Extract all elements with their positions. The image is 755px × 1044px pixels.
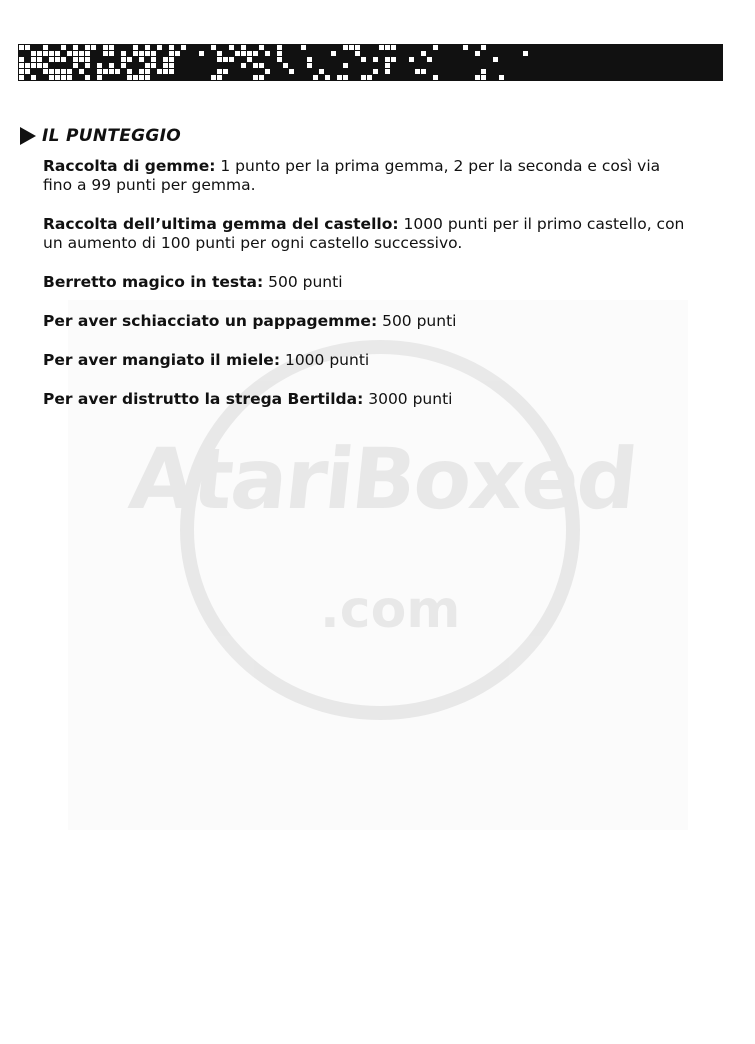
pixel-dot: [385, 45, 390, 50]
pixel-dot: [265, 51, 270, 56]
pixel-dot: [139, 69, 144, 74]
pixel-dot: [373, 69, 378, 74]
pixel-dot: [73, 57, 78, 62]
pixel-dot: [361, 57, 366, 62]
pixel-dot: [43, 63, 48, 68]
pixel-dot: [97, 69, 102, 74]
pixel-dot: [43, 45, 48, 50]
pixel-dot: [283, 63, 288, 68]
pixel-dot: [415, 69, 420, 74]
pixel-dot: [211, 75, 216, 80]
pixel-dot: [145, 69, 150, 74]
pixel-dot: [73, 51, 78, 56]
pixel-dot: [475, 75, 480, 80]
pixel-dot: [391, 45, 396, 50]
score-item-text: 1000 punti per il primo castello, con un aumento di 100 punti per ogni castello successivo.: [43, 215, 685, 252]
pixel-dot: [325, 75, 330, 80]
pixel-dot: [343, 63, 348, 68]
pixel-dot: [127, 75, 132, 80]
score-item-label: Per aver schiacciato un pappagemme:: [43, 312, 378, 330]
pixel-dot: [373, 57, 378, 62]
pixel-dot: [73, 45, 78, 50]
pixel-dot: [229, 57, 234, 62]
pixel-dot: [55, 75, 60, 80]
pixel-pattern-graphic: [18, 44, 723, 81]
section-title-text: IL PUNTEGGIO: [42, 126, 182, 146]
pixel-dot: [61, 75, 66, 80]
pixel-dot: [247, 57, 252, 62]
section-title: [20, 126, 181, 146]
pixel-dot: [91, 45, 96, 50]
pixel-dot: [133, 51, 138, 56]
score-item-label: Per aver distrutto la strega Bertilda:: [43, 390, 364, 408]
pixel-dot: [31, 63, 36, 68]
pixel-dot: [145, 45, 150, 50]
pixel-dot: [169, 45, 174, 50]
pixel-dot: [85, 45, 90, 50]
pixel-dot: [169, 69, 174, 74]
pixel-dot: [343, 45, 348, 50]
pixel-dot: [97, 63, 102, 68]
pixel-dot: [163, 57, 168, 62]
pixel-dot: [19, 69, 24, 74]
pixel-dot: [313, 75, 318, 80]
pixel-dot: [79, 51, 84, 56]
pixel-dot: [61, 57, 66, 62]
pixel-dot: [253, 75, 258, 80]
pixel-dot: [253, 51, 258, 56]
pixel-dot: [61, 69, 66, 74]
pixel-dot: [217, 69, 222, 74]
pixel-dot: [67, 69, 72, 74]
pixel-dot: [355, 51, 360, 56]
pixel-dot: [85, 63, 90, 68]
pixel-dot: [61, 45, 66, 50]
pixel-dot: [241, 63, 246, 68]
pixel-dot: [139, 51, 144, 56]
score-item: [43, 215, 693, 253]
pixel-dot: [241, 45, 246, 50]
score-item: [43, 157, 693, 195]
pixel-dot: [169, 63, 174, 68]
score-item-text: 500 punti: [377, 312, 457, 330]
pixel-dot: [391, 57, 396, 62]
pixel-dot: [31, 75, 36, 80]
score-item-text: 1 punto per la prima gemma, 2 per la seconda e così via fino a 99 punti per gemma.: [43, 157, 661, 194]
pixel-dot: [343, 75, 348, 80]
pixel-dot: [31, 51, 36, 56]
pixel-dot: [463, 45, 468, 50]
pixel-dot: [139, 57, 144, 62]
score-item-text: 3000 punti: [363, 390, 453, 408]
pixel-dot: [481, 75, 486, 80]
pixel-dot: [67, 75, 72, 80]
score-item: [43, 351, 693, 370]
pixel-dot: [421, 69, 426, 74]
pixel-dot: [19, 75, 24, 80]
pixel-dot: [379, 45, 384, 50]
pixel-dot: [37, 57, 42, 62]
pixel-dot: [121, 63, 126, 68]
pixel-dot: [307, 57, 312, 62]
score-item-text: 500 punti: [263, 273, 343, 291]
pixel-dot: [163, 63, 168, 68]
pixel-dot: [217, 57, 222, 62]
pixel-dot: [331, 51, 336, 56]
pixel-dot: [43, 51, 48, 56]
pixel-dot: [121, 57, 126, 62]
pixel-dot: [67, 51, 72, 56]
pixel-dot: [49, 75, 54, 80]
pixel-dot: [217, 75, 222, 80]
score-item: [43, 312, 693, 331]
pixel-dot: [409, 57, 414, 62]
pixel-dot: [493, 57, 498, 62]
pixel-dot: [85, 75, 90, 80]
pixel-dot: [103, 45, 108, 50]
pixel-dot: [31, 57, 36, 62]
pixel-dot: [385, 69, 390, 74]
pixel-dot: [157, 69, 162, 74]
pixel-dot: [103, 51, 108, 56]
pixel-dot: [421, 51, 426, 56]
pixel-dot: [361, 75, 366, 80]
pixel-dot: [319, 69, 324, 74]
score-item-text: 1000 punti: [280, 351, 370, 369]
pixel-dot: [25, 69, 30, 74]
pixel-dot: [55, 51, 60, 56]
pixel-dot: [109, 69, 114, 74]
pixel-dot: [145, 75, 150, 80]
pixel-dot: [37, 51, 42, 56]
pixel-dot: [223, 57, 228, 62]
pixel-dot: [349, 45, 354, 50]
pixel-dot: [433, 45, 438, 50]
pixel-dot: [259, 63, 264, 68]
pixel-dot: [301, 45, 306, 50]
pixel-dot: [367, 75, 372, 80]
pixel-dot: [355, 45, 360, 50]
right-triangle-icon: [20, 127, 36, 145]
pixel-dot: [211, 45, 216, 50]
pixel-dot: [481, 69, 486, 74]
pixel-dot: [25, 45, 30, 50]
pixel-dot: [523, 51, 528, 56]
pixel-dot: [43, 69, 48, 74]
pixel-dot: [163, 69, 168, 74]
pixel-dot: [229, 45, 234, 50]
score-item: [43, 273, 693, 292]
pixel-dot: [49, 51, 54, 56]
pixel-dot: [139, 75, 144, 80]
pixel-dot: [145, 51, 150, 56]
pixel-dot: [37, 63, 42, 68]
pixel-dot: [385, 57, 390, 62]
pixel-dot: [427, 57, 432, 62]
pixel-dot: [277, 45, 282, 50]
score-item-label: Raccolta di gemme:: [43, 157, 216, 175]
pixel-dot: [175, 51, 180, 56]
pixel-dot: [109, 45, 114, 50]
pixel-dot: [85, 51, 90, 56]
score-list: [43, 157, 693, 429]
pixel-dot: [169, 57, 174, 62]
pixel-dot: [127, 57, 132, 62]
pixel-dot: [289, 69, 294, 74]
pixel-dot: [79, 69, 84, 74]
pixel-dot: [133, 75, 138, 80]
pixel-dot: [385, 63, 390, 68]
pixel-dot: [19, 63, 24, 68]
pixel-dot: [151, 63, 156, 68]
pixel-dot: [121, 51, 126, 56]
pixel-dot: [241, 51, 246, 56]
pixel-dot: [475, 51, 480, 56]
score-item-label: Raccolta dell’ultima gemma del castello:: [43, 215, 399, 233]
pixel-dot: [85, 57, 90, 62]
pixel-dot: [49, 57, 54, 62]
pixel-dot: [217, 51, 222, 56]
pixel-dot: [55, 69, 60, 74]
pixel-dot: [115, 69, 120, 74]
pixel-dot: [277, 51, 282, 56]
pixel-dot: [259, 45, 264, 50]
pixel-dot: [199, 51, 204, 56]
pixel-dot: [109, 63, 114, 68]
pixel-dot: [103, 69, 108, 74]
pixel-dot: [79, 57, 84, 62]
pixel-dot: [481, 45, 486, 50]
pixel-dot: [307, 63, 312, 68]
pixel-dot: [25, 63, 30, 68]
pixel-dot: [169, 51, 174, 56]
pixel-dot: [277, 57, 282, 62]
pixel-dot: [157, 45, 162, 50]
pixel-dot: [127, 69, 132, 74]
pixel-dot: [181, 45, 186, 50]
pixel-dot: [133, 45, 138, 50]
pixel-dot: [259, 75, 264, 80]
pixel-dot: [73, 63, 78, 68]
score-item-label: Berretto magico in testa:: [43, 273, 264, 291]
pixel-dot: [19, 45, 24, 50]
pixel-dot: [265, 69, 270, 74]
score-item-label: Per aver mangiato il miele:: [43, 351, 281, 369]
pixel-dot: [433, 75, 438, 80]
pixel-dot: [145, 63, 150, 68]
pixel-dot: [223, 69, 228, 74]
pixel-dot: [253, 63, 258, 68]
header-pixel-bar: [18, 44, 723, 81]
pixel-dot: [55, 57, 60, 62]
pixel-dot: [247, 51, 252, 56]
pixel-dot: [235, 51, 240, 56]
pixel-dot: [19, 57, 24, 62]
pixel-dot: [49, 69, 54, 74]
pixel-dot: [499, 75, 504, 80]
pixel-dot: [151, 57, 156, 62]
pixel-dot: [337, 75, 342, 80]
pixel-dot: [109, 51, 114, 56]
score-item: [43, 390, 693, 409]
pixel-dot: [151, 51, 156, 56]
pixel-dot: [97, 75, 102, 80]
